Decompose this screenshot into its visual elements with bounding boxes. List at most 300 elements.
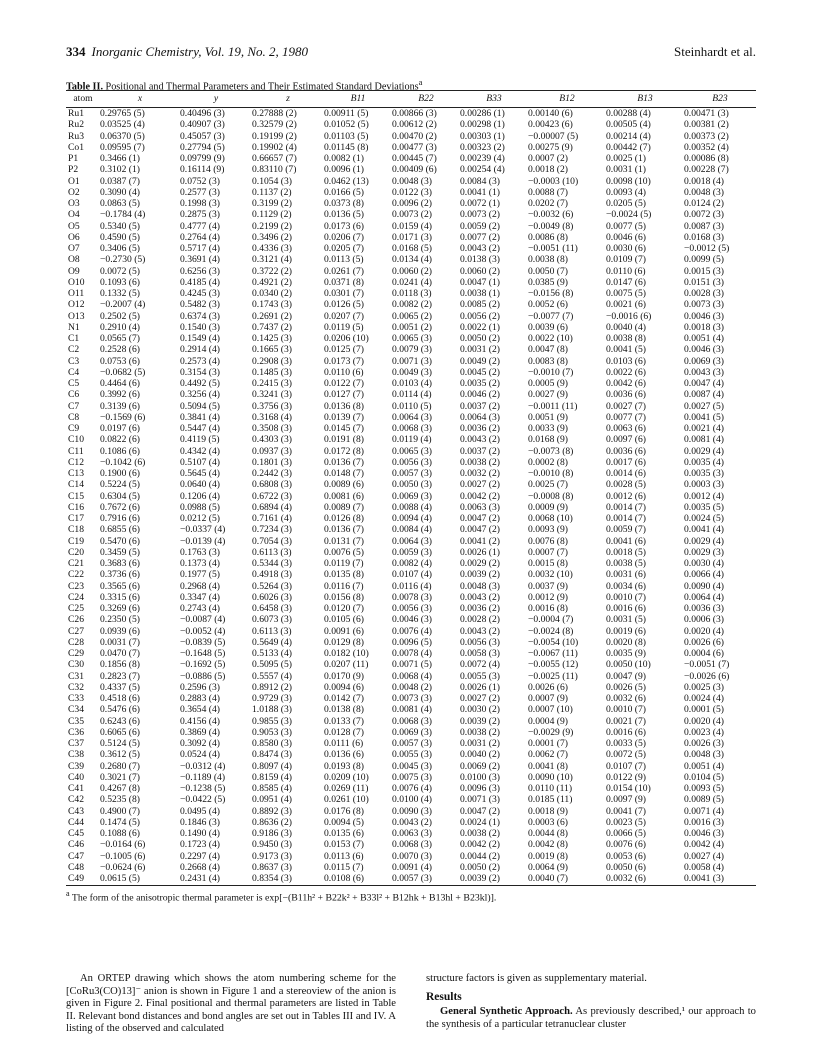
atom-label-cell: C1	[68, 333, 80, 344]
value-cell-y: −0.0886 (5)	[180, 670, 226, 682]
value-cell-b23: 0.0047 (4)	[684, 378, 724, 389]
value-cell-b33: 0.0047 (2)	[460, 524, 500, 536]
value-cell-b33: 0.0072 (1)	[460, 198, 500, 209]
table-label: Table II.	[66, 81, 103, 93]
value-cell-y: 0.2668 (4)	[180, 861, 220, 873]
value-cell-b23: 0.0104 (5)	[684, 771, 724, 783]
value-cell-y: 0.3092 (4)	[180, 738, 220, 749]
value-cell-b22: 0.00445 (7)	[392, 153, 437, 164]
table-row	[66, 277, 756, 288]
table-row	[66, 704, 756, 715]
value-cell-b23: 0.00228 (7)	[684, 164, 729, 176]
value-cell-b33: 0.0077 (2)	[460, 231, 500, 243]
value-cell-b12: 0.0039 (6)	[528, 321, 568, 333]
value-cell-x: 0.0072 (5)	[100, 265, 140, 277]
table-row	[66, 198, 756, 209]
atom-label-cell: C39	[68, 760, 84, 772]
value-cell-b23: 0.0048 (3)	[684, 186, 724, 198]
value-cell-x: 0.2680 (7)	[100, 760, 140, 772]
atom-label-cell: C9	[68, 423, 80, 434]
value-cell-z: 0.2415 (3)	[252, 378, 292, 389]
atom-label-cell: C42	[68, 794, 84, 806]
atom-label-cell: Ru2	[68, 119, 84, 131]
value-cell-b22: 0.0057 (3)	[392, 873, 460, 886]
value-cell-b33: 0.0138 (3)	[460, 254, 500, 266]
table-row	[66, 457, 756, 468]
value-cell-b11: 0.0125 (7)	[324, 344, 364, 356]
value-cell-b13: 0.0023 (5)	[606, 816, 646, 828]
value-cell-b22: 0.0071 (5)	[392, 659, 432, 671]
value-cell-b12: −0.0011 (11)	[528, 400, 578, 412]
value-cell-z: 0.3199 (2)	[252, 198, 292, 209]
value-cell-b12: 0.0012 (9)	[528, 591, 568, 603]
value-cell-z: 0.6026 (3)	[252, 591, 292, 603]
value-cell-b23: 0.0087 (3)	[684, 220, 724, 232]
value-cell-b22: 0.0055 (3)	[392, 749, 432, 761]
value-cell-x: 0.1474 (5)	[100, 816, 140, 828]
value-cell-b12: 0.0018 (9)	[528, 805, 568, 817]
value-cell-b12: 0.0044 (8)	[528, 828, 568, 839]
value-cell-b11: 0.0207 (7)	[324, 310, 364, 322]
value-cell-z: 0.32579 (2)	[252, 119, 297, 131]
atom-label-cell: C15	[68, 490, 84, 502]
value-cell-z: 0.83110 (7)	[252, 164, 297, 176]
atom-label-cell: C18	[68, 524, 84, 536]
table-row	[66, 716, 756, 727]
table-row	[66, 547, 756, 558]
atom-label-cell: C35	[68, 715, 84, 727]
value-cell-b23: 0.0018 (3)	[684, 321, 724, 333]
value-cell-b22: 0.0103 (4)	[392, 378, 432, 389]
value-cell-b11: 0.0126 (5)	[324, 299, 364, 311]
value-cell-b11: 0.0173 (6)	[324, 220, 364, 232]
value-cell-b11: 0.0082 (1)	[324, 153, 364, 164]
value-cell-b12: 0.0019 (8)	[528, 850, 568, 862]
value-cell-b12: −0.0077 (7)	[528, 310, 574, 322]
value-cell-b13: 0.0066 (5)	[606, 828, 646, 839]
running-header	[66, 44, 756, 66]
value-cell-z: 0.8159 (4)	[252, 771, 292, 783]
table-row	[66, 491, 756, 502]
value-cell-y: 0.2743 (4)	[180, 603, 220, 614]
value-cell-b11: 0.0135 (6)	[324, 828, 364, 839]
value-cell-y: 0.3691 (4)	[180, 254, 220, 266]
value-cell-b23: 0.0001 (5)	[684, 704, 724, 716]
value-cell-y: 0.2577 (3)	[180, 186, 220, 198]
table-row	[66, 783, 756, 794]
value-cell-b11: 0.0113 (6)	[324, 850, 364, 862]
value-cell-y: 0.3347 (4)	[180, 591, 220, 603]
value-cell-y: 0.5482 (3)	[180, 299, 220, 311]
table-row	[66, 693, 756, 704]
atom-label-cell: C41	[68, 783, 84, 794]
value-cell-y: −0.0052 (4)	[180, 625, 226, 637]
table-row	[66, 153, 756, 164]
value-cell-b13: 0.0109 (7)	[606, 254, 646, 266]
value-cell-b33: 0.0044 (2)	[460, 850, 500, 862]
table-row	[66, 772, 756, 783]
col-header-y: y	[180, 91, 252, 108]
value-cell-x: −0.0624 (6)	[100, 861, 146, 873]
value-cell-y: 0.4492 (5)	[180, 378, 220, 389]
table-row	[66, 558, 756, 569]
value-cell-x: 0.2823 (7)	[100, 670, 140, 682]
value-cell-y: 0.2883 (4)	[180, 693, 220, 704]
value-cell-x: 0.1332 (5)	[100, 288, 140, 299]
value-cell-x: 0.4518 (6)	[100, 693, 140, 704]
value-cell-x: −0.0682 (5)	[100, 366, 146, 378]
value-cell-b13: 0.0031 (1)	[606, 164, 646, 176]
journal-citation: Inorganic Chemistry, Vol. 19, No. 2, 1980	[91, 44, 309, 59]
value-cell-b13: 0.0020 (8)	[606, 636, 646, 648]
table-row	[66, 637, 756, 648]
value-cell-y: 0.5645 (4)	[180, 468, 220, 479]
atom-label-cell: C34	[68, 704, 84, 716]
value-cell-b22: 0.0065 (2)	[392, 310, 432, 322]
value-cell-b12: 0.0185 (11)	[528, 794, 573, 806]
value-cell-y: −0.1189 (4)	[180, 771, 226, 783]
value-cell-b11: 0.0138 (8)	[324, 704, 364, 716]
value-cell-b23: 0.0020 (4)	[684, 715, 724, 727]
atom-label-cell: P1	[68, 153, 79, 164]
value-cell-b22: 0.0159 (4)	[392, 220, 432, 232]
table-row	[66, 322, 756, 333]
value-cell-b11: 0.0207 (11)	[324, 659, 369, 671]
value-cell-b12: 0.0047 (8)	[528, 344, 568, 356]
value-cell-b23: 0.00381 (2)	[684, 119, 729, 131]
value-cell-z: 0.4918 (3)	[252, 569, 292, 581]
value-cell-b13: 0.0154 (10)	[606, 783, 651, 794]
value-cell-y: 0.0212 (5)	[180, 513, 220, 524]
value-cell-b11: 0.00911 (5)	[324, 108, 369, 119]
value-cell-x: 0.0031 (7)	[100, 636, 140, 648]
value-cell-x: 0.3102 (1)	[100, 164, 140, 176]
table-row	[66, 333, 756, 344]
value-cell-b23: 0.0069 (3)	[684, 355, 724, 367]
value-cell-b11: 0.0156 (8)	[324, 591, 364, 603]
value-cell-z: 0.3496 (2)	[252, 231, 292, 243]
value-cell-b12: −0.0054 (10)	[528, 636, 579, 648]
table-row	[66, 446, 756, 457]
value-cell-b22: 0.0045 (3)	[392, 760, 432, 772]
value-cell-b13: 0.0205 (5)	[606, 198, 646, 209]
value-cell-b11: 0.0089 (6)	[324, 479, 364, 491]
value-cell-b11: 0.0094 (5)	[324, 816, 364, 828]
atom-label-cell: C33	[68, 693, 84, 704]
value-cell-b12: 0.0051 (9)	[528, 411, 568, 423]
value-cell-b22: 0.0048 (3)	[392, 175, 432, 187]
value-cell-b23: 0.0018 (4)	[684, 175, 724, 187]
atom-label-cell: C5	[68, 378, 80, 389]
value-cell-z: 0.6113 (3)	[252, 625, 292, 637]
table-row	[66, 423, 756, 434]
value-cell-b13: 0.0038 (8)	[606, 333, 646, 344]
value-cell-b12: 0.0050 (7)	[528, 265, 568, 277]
value-cell-b33: 0.0047 (2)	[460, 805, 500, 817]
value-cell-x: −0.0164 (6)	[100, 839, 146, 851]
value-cell-b22: 0.0078 (4)	[392, 648, 432, 659]
value-cell-b33: 0.0096 (3)	[460, 783, 500, 794]
value-cell-x: 0.3315 (6)	[100, 591, 140, 603]
value-cell-b33: 0.0028 (2)	[460, 614, 500, 626]
value-cell-b33: 0.0048 (3)	[460, 580, 500, 592]
value-cell-x: 0.1088 (6)	[100, 828, 140, 839]
value-cell-z: 0.4303 (3)	[252, 434, 292, 446]
value-cell-b12: 0.00140 (6)	[528, 108, 573, 119]
value-cell-b23: 0.0004 (6)	[684, 648, 724, 659]
value-cell-b23: 0.0003 (3)	[684, 479, 724, 491]
value-cell-b12: 0.00275 (9)	[528, 141, 573, 153]
value-cell-b23: 0.00086 (8)	[684, 153, 729, 164]
value-cell-b22: 0.0056 (3)	[392, 456, 432, 468]
atom-label-cell: C25	[68, 603, 84, 614]
table-row	[66, 434, 756, 445]
value-cell-x: 0.5124 (5)	[100, 738, 140, 749]
value-cell-y: 0.4777 (4)	[180, 220, 220, 232]
body-text	[66, 973, 756, 1036]
value-cell-b23: 0.0026 (3)	[684, 738, 724, 749]
atom-label-cell: Co1	[68, 141, 84, 153]
atom-label-cell: O2	[68, 186, 80, 198]
value-cell-b13: 0.0025 (1)	[606, 153, 646, 164]
value-cell-y: 0.1723 (4)	[180, 839, 220, 851]
value-cell-b33: 0.0047 (2)	[460, 513, 500, 524]
value-cell-y: 0.5107 (4)	[180, 456, 220, 468]
value-cell-b12: 0.0083 (8)	[528, 355, 568, 367]
value-cell-z: 0.6073 (3)	[252, 614, 292, 626]
value-cell-x: 0.4900 (7)	[100, 805, 140, 817]
value-cell-b22: 0.0171 (3)	[392, 231, 432, 243]
value-cell-b13: 0.0098 (10)	[606, 175, 651, 187]
value-cell-b33: 0.0060 (2)	[460, 265, 500, 277]
value-cell-b13: 0.0050 (6)	[606, 861, 646, 873]
value-cell-b13: 0.0014 (7)	[606, 513, 646, 524]
value-cell-b11: 0.0110 (6)	[324, 366, 364, 378]
atom-label-cell: C32	[68, 681, 84, 693]
value-cell-b12: 0.0009 (9)	[528, 501, 568, 513]
value-cell-b11: 0.0135 (8)	[324, 569, 364, 581]
value-cell-b12: −0.0073 (8)	[528, 445, 574, 457]
value-cell-b13: 0.0036 (6)	[606, 445, 646, 457]
table-row	[66, 243, 756, 254]
col-header-b12: B12	[528, 91, 606, 108]
value-cell-b11: 0.0089 (7)	[324, 501, 364, 513]
atom-label-cell: C43	[68, 805, 84, 817]
value-cell-b22: 0.0081 (4)	[392, 704, 432, 716]
value-cell-b33: 0.0069 (2)	[460, 760, 500, 772]
value-cell-y: 0.2968 (4)	[180, 580, 220, 592]
table-row	[66, 299, 756, 310]
value-cell-b12: −0.0055 (12)	[528, 659, 579, 671]
value-cell-b13: 0.0021 (7)	[606, 715, 646, 727]
value-cell-b23: 0.0048 (3)	[684, 749, 724, 761]
value-cell-b23: 0.0036 (3)	[684, 603, 724, 614]
value-cell-y: 0.1540 (3)	[180, 321, 220, 333]
value-cell-b11: 0.0206 (10)	[324, 333, 369, 344]
atom-label-cell: Ru3	[68, 130, 84, 142]
col-header-b13: B13	[606, 91, 684, 108]
value-cell-x: 0.6304 (5)	[100, 490, 140, 502]
left-column	[66, 973, 396, 1036]
col-header-x: x	[100, 91, 180, 108]
value-cell-b22: 0.0043 (2)	[392, 816, 432, 828]
value-cell-b22: 0.0065 (3)	[392, 333, 432, 344]
value-cell-b13: 0.0035 (9)	[606, 648, 646, 659]
value-cell-b22: 0.0051 (2)	[392, 321, 432, 333]
table-row	[66, 401, 756, 412]
atom-label-cell: C17	[68, 513, 84, 524]
atom-label-cell: O13	[68, 310, 85, 322]
value-cell-b23: 0.0035 (5)	[684, 501, 724, 513]
value-cell-b12: 0.0042 (8)	[528, 839, 568, 851]
value-cell-z: 0.6722 (3)	[252, 490, 292, 502]
value-cell-b23: 0.0012 (4)	[684, 490, 724, 502]
value-cell-b12: −0.00007 (5)	[528, 130, 579, 142]
value-cell-b22: 0.0079 (3)	[392, 344, 432, 356]
value-cell-b22: 0.0075 (3)	[392, 771, 432, 783]
value-cell-z: 0.1054 (3)	[252, 175, 292, 187]
value-cell-b12: −0.0067 (11)	[528, 648, 578, 659]
value-cell-b22: 0.0050 (3)	[392, 479, 432, 491]
value-cell-y: 0.4119 (5)	[180, 434, 220, 446]
value-cell-b33: 0.0036 (2)	[460, 603, 500, 614]
value-cell-b12: −0.0010 (7)	[528, 366, 574, 378]
value-cell-b11: 0.0094 (6)	[324, 681, 364, 693]
atom-label-cell: C48	[68, 861, 84, 873]
value-cell-y: 0.0524 (4)	[180, 749, 220, 761]
value-cell-y: −0.0337 (4)	[180, 524, 226, 536]
value-cell-b11: 0.0120 (7)	[324, 603, 364, 614]
value-cell-z: 0.7054 (3)	[252, 535, 292, 547]
value-cell-b11: 0.0142 (7)	[324, 693, 364, 704]
value-cell-b12: −0.0025 (11)	[528, 670, 578, 682]
value-cell-x: 0.4590 (5)	[100, 231, 140, 243]
value-cell-b33: 0.0024 (1)	[460, 816, 500, 828]
table-row	[66, 502, 756, 513]
value-cell-z: 0.8912 (2)	[252, 681, 292, 693]
value-cell-y: 0.1549 (4)	[180, 333, 220, 344]
value-cell-b13: 0.0147 (6)	[606, 276, 646, 288]
value-cell-b11: 0.0081 (6)	[324, 490, 364, 502]
value-cell-b22: 0.00409 (6)	[392, 164, 437, 176]
value-cell-x: −0.2007 (4)	[100, 299, 146, 311]
value-cell-b13: 0.0053 (6)	[606, 850, 646, 862]
value-cell-x: 0.7672 (6)	[100, 501, 140, 513]
value-cell-b23: 0.0035 (3)	[684, 468, 724, 479]
value-cell-x: 0.3090 (4)	[100, 186, 140, 198]
value-cell-b23: 0.0124 (2)	[684, 198, 724, 209]
value-cell-b13: 0.0034 (6)	[606, 580, 646, 592]
value-cell-b23: 0.0073 (3)	[684, 299, 724, 311]
value-cell-b22: 0.0071 (3)	[392, 355, 432, 367]
atom-label-cell: C3	[68, 355, 80, 367]
table-row	[66, 479, 756, 490]
table-row	[66, 873, 756, 886]
table-caption	[66, 74, 756, 93]
table-row	[66, 603, 756, 614]
atom-label-cell: O8	[68, 254, 80, 266]
value-cell-b23: −0.0051 (7)	[684, 659, 730, 671]
atom-label-cell: N1	[68, 321, 80, 333]
atom-label-cell: C45	[68, 828, 84, 839]
value-cell-x: 0.4267 (8)	[100, 783, 140, 794]
value-cell-z: 0.9450 (3)	[252, 839, 292, 851]
value-cell-b22: 0.0057 (3)	[392, 738, 432, 749]
value-cell-b12: 0.0093 (9)	[528, 524, 568, 536]
value-cell-b12: −0.0049 (8)	[528, 220, 574, 232]
value-cell-b33: 0.0030 (2)	[460, 704, 500, 716]
value-cell-b22: 0.0046 (3)	[392, 614, 432, 626]
value-cell-b12: 0.0004 (9)	[528, 715, 568, 727]
value-cell-b11: 0.0176 (8)	[324, 805, 364, 817]
value-cell-b23: 0.0041 (3)	[684, 873, 756, 886]
value-cell-b11: 0.0096 (1)	[324, 164, 364, 176]
value-cell-y: −0.1238 (5)	[180, 783, 226, 794]
value-cell-b23: 0.0051 (4)	[684, 760, 724, 772]
value-cell-b13: 0.0076 (6)	[606, 839, 646, 851]
value-cell-x: 0.0615 (5)	[100, 873, 180, 886]
value-cell-b11: 0.0119 (7)	[324, 558, 364, 569]
value-cell-b23: 0.0151 (3)	[684, 276, 724, 288]
table-title: Positional and Thermal Parameters and Their Estimated Standard Deviations	[105, 81, 419, 93]
value-cell-b22: 0.0100 (4)	[392, 794, 432, 806]
value-cell-b22: 0.0096 (2)	[392, 198, 432, 209]
value-cell-b33: 0.0059 (2)	[460, 220, 500, 232]
atom-label-cell: C37	[68, 738, 84, 749]
value-cell-b23: 0.0089 (5)	[684, 794, 724, 806]
value-cell-b23: 0.0071 (4)	[684, 805, 724, 817]
value-cell-b12: 0.0064 (9)	[528, 861, 568, 873]
value-cell-b33: 0.0038 (2)	[460, 726, 500, 738]
value-cell-b23: 0.0051 (4)	[684, 333, 724, 344]
atom-label-cell: C2	[68, 344, 80, 356]
value-cell-b13: 0.0026 (5)	[606, 681, 646, 693]
value-cell-z: 0.1485 (3)	[252, 366, 292, 378]
value-cell-b12: 0.0033 (9)	[528, 423, 568, 434]
value-cell-b12: 0.0027 (9)	[528, 389, 568, 401]
value-cell-y: 0.3869 (4)	[180, 726, 220, 738]
value-cell-b12: 0.0026 (6)	[528, 681, 568, 693]
value-cell-b22: 0.0064 (3)	[392, 535, 432, 547]
value-cell-b33: 0.0027 (2)	[460, 693, 500, 704]
value-cell-y: 0.1998 (3)	[180, 198, 220, 209]
value-cell-b23: 0.0081 (4)	[684, 434, 724, 446]
value-cell-b22: 0.0114 (4)	[392, 389, 432, 401]
value-cell-b23: 0.0027 (4)	[684, 850, 724, 862]
value-cell-b22: 0.0082 (4)	[392, 558, 432, 569]
value-cell-z: 0.8097 (4)	[252, 760, 292, 772]
value-cell-b13: 0.0028 (5)	[606, 479, 646, 491]
table-row	[66, 749, 756, 760]
table-row	[66, 266, 756, 277]
value-cell-z: 0.66657 (7)	[252, 153, 297, 164]
value-cell-b23: 0.0093 (5)	[684, 783, 724, 794]
value-cell-b22: 0.0060 (2)	[392, 265, 432, 277]
value-cell-b23: 0.0066 (4)	[684, 569, 724, 581]
value-cell-b23: 0.0024 (5)	[684, 513, 724, 524]
value-cell-b11: 0.0136 (6)	[324, 749, 364, 761]
page-number: 334	[66, 44, 86, 59]
value-cell-b13: 0.0018 (5)	[606, 546, 646, 558]
value-cell-z: 0.5649 (4)	[252, 636, 292, 648]
value-cell-b33: 0.00239 (4)	[460, 153, 505, 164]
value-cell-z: 0.5133 (4)	[252, 648, 292, 659]
table-row	[66, 828, 756, 839]
value-cell-b13: 0.0014 (6)	[606, 468, 646, 479]
value-cell-b11: 0.0131 (7)	[324, 535, 364, 547]
value-cell-b13: 0.0012 (6)	[606, 490, 646, 502]
value-cell-b13: 0.0010 (7)	[606, 591, 646, 603]
